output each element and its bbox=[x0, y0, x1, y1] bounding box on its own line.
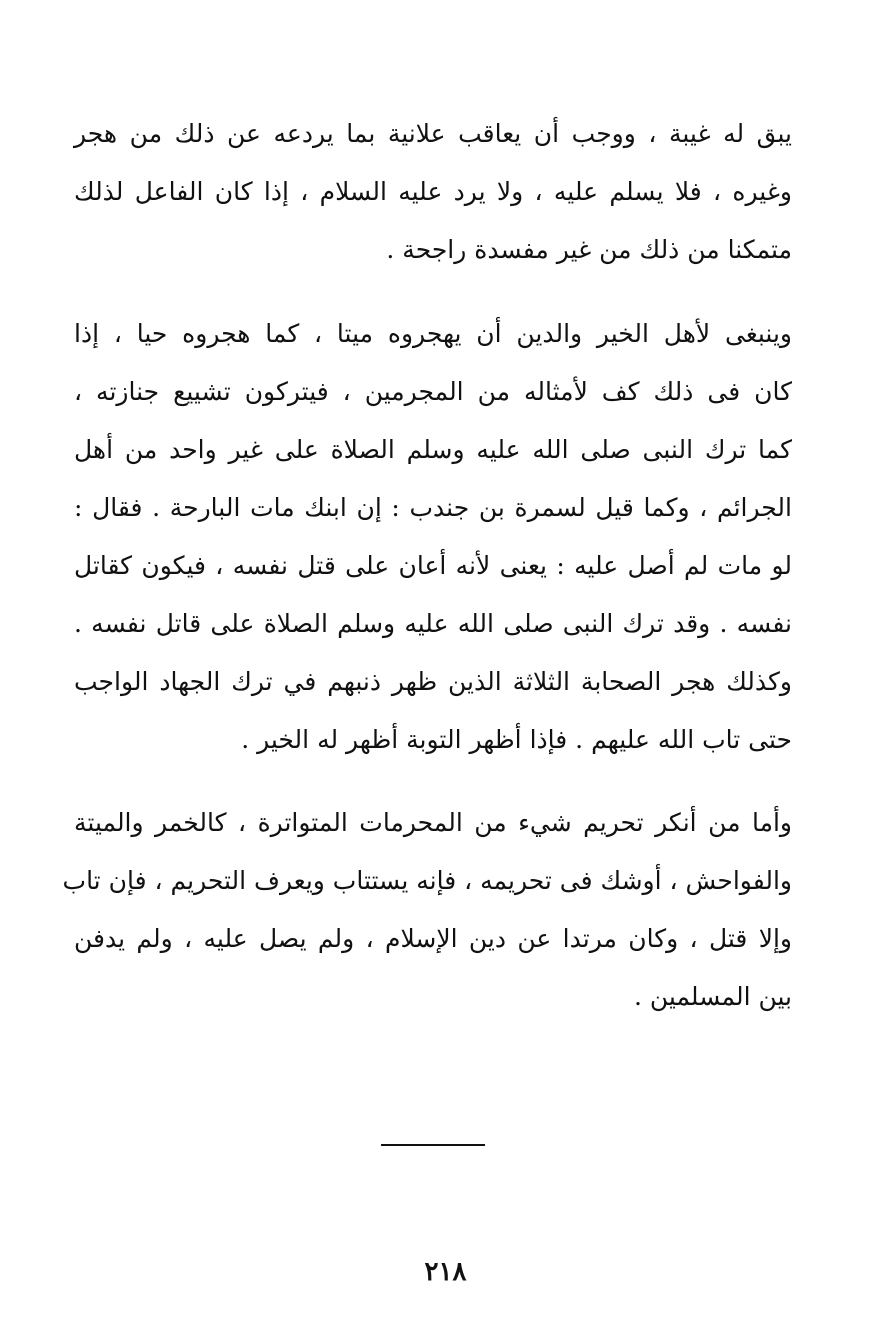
page-number: ٢١٨ bbox=[424, 1257, 467, 1287]
text-line: وغيره ، فلا يسلم عليه ، ولا يرد عليه السلام ، إذا كان الفاعل لذلك bbox=[74, 177, 792, 206]
text-line: يبق له غيبة ، ووجب أن يعاقب علانية بما يردعه عن ذلك من هجر bbox=[74, 119, 792, 148]
text-line: وينبغى لأهل الخير والدين أن يهجروه ميتا ، كما هجروه حيا ، إذا bbox=[74, 319, 792, 348]
text-line: بين المسلمين . bbox=[634, 982, 792, 1011]
section-divider bbox=[381, 1144, 485, 1146]
text-line: والفواحش ، أوشك فى تحريمه ، فإنه يستتاب ويعرف التحريم ، فإن تاب bbox=[62, 866, 792, 895]
text-line: وكذلك هجر الصحابة الثلاثة الذين ظهر ذنبهم في ترك الجهاد الواجب bbox=[74, 667, 792, 696]
text-line: حتى تاب الله عليهم . فإذا أظهر التوبة أظهر له الخير . bbox=[241, 725, 792, 754]
text-line: كما ترك النبى صلى الله عليه وسلم الصلاة على غير واحد من أهل bbox=[74, 435, 792, 464]
text-line: الجرائم ، وكما قيل لسمرة بن جندب : إن ابنك مات البارحة . فقال : bbox=[74, 493, 792, 522]
paragraph-1 bbox=[74, 105, 792, 279]
text-line: متمكنا من ذلك من غير مفسدة راجحة . bbox=[386, 235, 792, 264]
text-line: نفسه . وقد ترك النبى صلى الله عليه وسلم الصلاة على قاتل نفسه . bbox=[74, 609, 792, 638]
text-line: لو مات لم أصل عليه : يعنى لأنه أعان على قتل نفسه ، فيكون كقاتل bbox=[74, 551, 792, 580]
paragraph-3 bbox=[62, 794, 792, 1026]
text-line: كان فى ذلك كف لأمثاله من المجرمين ، فيتركون تشييع جنازته ، bbox=[74, 377, 792, 406]
paragraph-2 bbox=[74, 305, 792, 769]
text-line: وأما من أنكر تحريم شيء من المحرمات المتواترة ، كالخمر والميتة bbox=[74, 808, 792, 837]
text-line: وإلا قتل ، وكان مرتدا عن دين الإسلام ، ولم يصل عليه ، ولم يدفن bbox=[74, 924, 792, 953]
